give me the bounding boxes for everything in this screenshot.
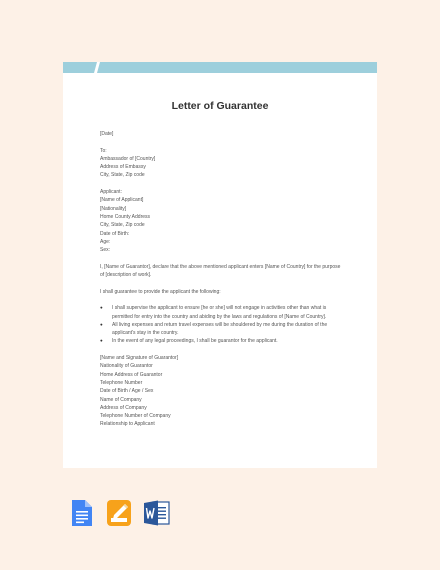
guarantor-line: Address of Company	[100, 404, 147, 411]
letter-body	[100, 130, 345, 429]
apple-pages-icon[interactable]	[105, 499, 133, 527]
letter-page	[63, 62, 377, 468]
guarantor-line: Date of Birth / Age / Sex	[100, 388, 154, 395]
guarantor-block	[100, 354, 345, 429]
guarantor-line: Telephone Number	[100, 379, 143, 386]
list-item: ● In the event of any legal proceedings, I shall be guarantor for the applicant.	[100, 337, 345, 345]
date-line: [Date]	[100, 131, 114, 137]
guarantor-line: Telephone Number of Company	[100, 413, 171, 420]
format-icons	[67, 499, 171, 527]
guarantor-line: [Name and Signature of Guarantor]	[100, 355, 179, 362]
letter-title: Letter of Guarantee	[171, 100, 269, 112]
guarantor-line: Relationship to Applicant	[100, 421, 155, 428]
applicant-line: Applicant:	[100, 189, 122, 196]
applicant-line: [Nationality]	[100, 205, 127, 212]
applicant-line: Age:	[100, 238, 111, 245]
recipient-line: To:	[100, 147, 107, 154]
declaration-paragraph: I, [Name of Guarantor], declare that the above mentioned applicant enters [Name of Country] for the purpose of [description of work].	[100, 263, 341, 279]
applicant-line: [Name of Applicant]	[100, 197, 144, 204]
applicant-line: Home County Address	[100, 213, 151, 220]
recipient-line: City, State, Zip code	[100, 172, 145, 179]
guarantor-line: Name of Company	[100, 396, 142, 403]
applicant-line: City, State, Zip code	[100, 222, 145, 229]
header-accent-bar	[63, 62, 377, 73]
ms-word-icon[interactable]	[143, 499, 171, 527]
guarantee-intro: I shall guarantee to provide the applicant the following:	[100, 288, 221, 295]
recipient-line: Address of Embassy	[100, 164, 146, 171]
applicant-line: Sex:	[100, 247, 111, 254]
guarantor-line: Home Address of Guarantor	[100, 371, 163, 378]
recipient-line: Ambassador of [Country]	[100, 155, 156, 162]
guarantor-line: Nationality of Guarantor	[100, 363, 153, 370]
applicant-block	[100, 188, 345, 254]
recipient-block	[100, 147, 345, 180]
applicant-line: Date of Birth:	[100, 230, 130, 237]
guarantee-list	[100, 304, 345, 345]
google-docs-icon[interactable]	[67, 499, 95, 527]
list-item: ● All living expenses and return travel expenses will be shouldered by me during the duration of the applicant's stay in the country.	[100, 321, 345, 338]
list-item: ● I shall supervise the applicant to ensure [he or she] will not engage in activities other than what is permitted for entry into the country and abiding by the laws and regulations of [Name of Country].	[100, 304, 345, 321]
